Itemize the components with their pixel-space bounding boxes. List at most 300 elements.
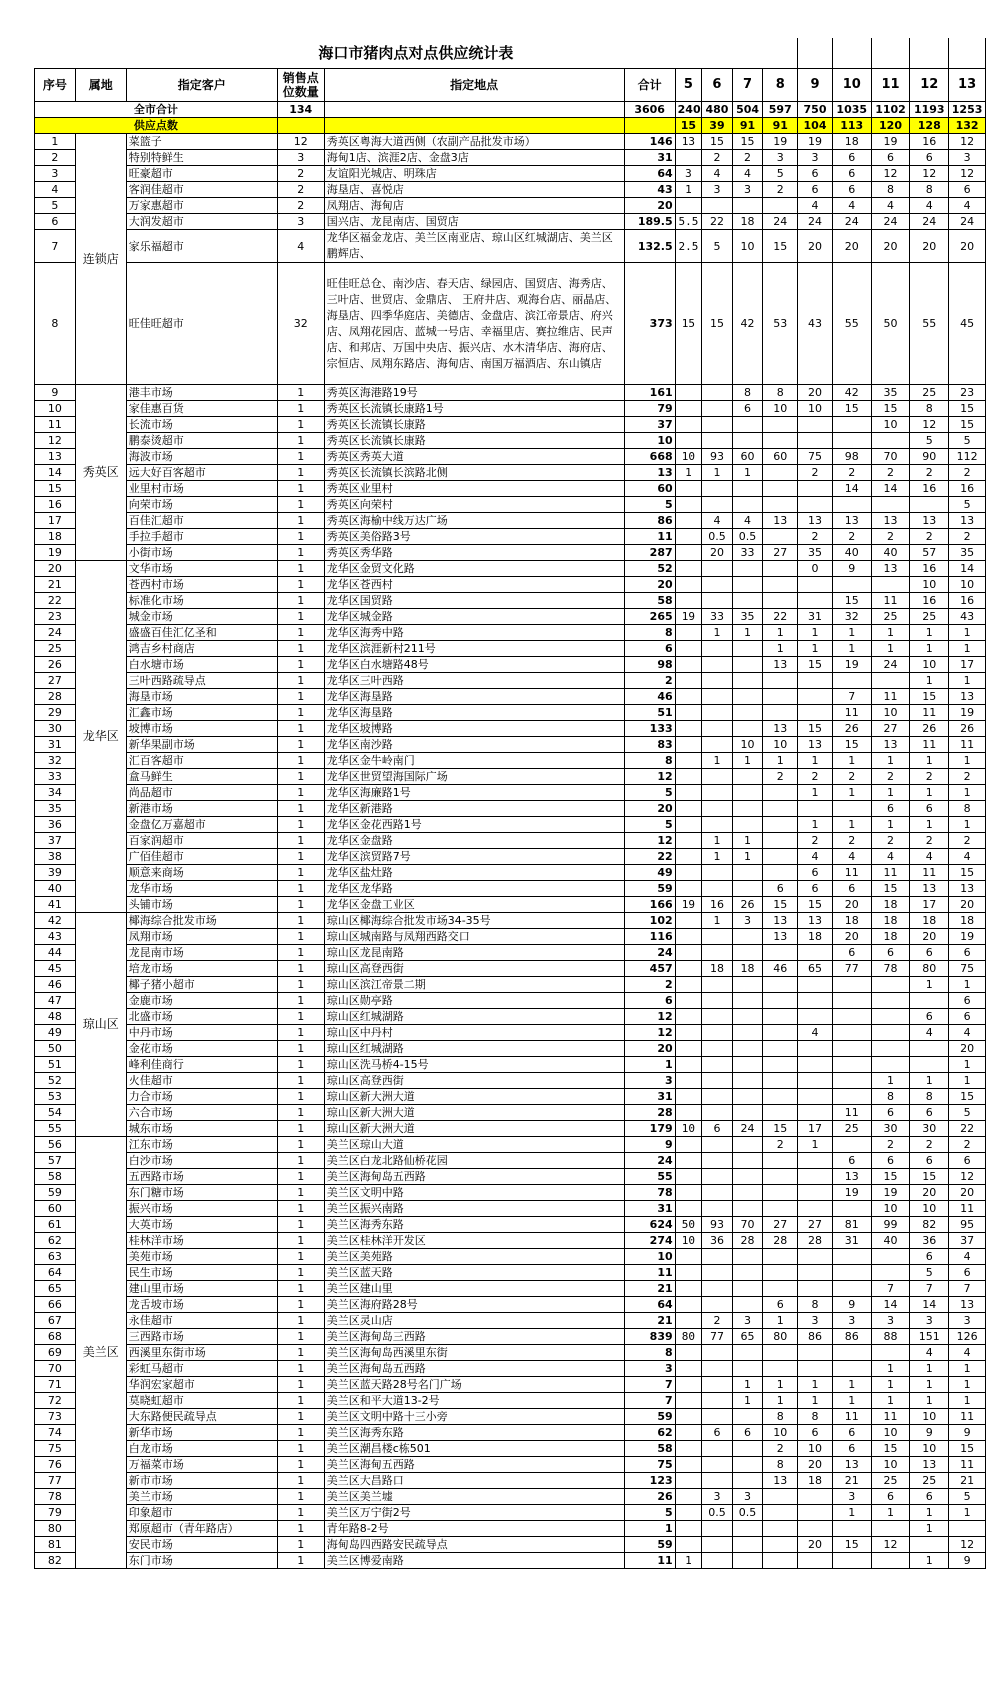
point-count: 1: [277, 961, 324, 977]
location-cell: 琼山区龙昆南路: [324, 945, 624, 961]
month-value: 1: [949, 1505, 986, 1521]
row-total: 24: [624, 945, 675, 961]
month-value: 43: [798, 263, 833, 385]
client-name: 百佳汇超市: [126, 513, 277, 529]
month-value: 15: [871, 1169, 910, 1185]
month-value: [675, 1345, 702, 1361]
month-value: [675, 705, 702, 721]
month-value: 53: [763, 263, 798, 385]
month-value: 112: [949, 449, 986, 465]
month-value: [732, 1473, 763, 1489]
month-value: 10: [871, 1457, 910, 1473]
supply-month: 113: [832, 118, 871, 134]
month-value: 1: [832, 1505, 871, 1521]
month-value: 12: [910, 417, 949, 433]
month-value: 13: [949, 689, 986, 705]
month-value: [702, 769, 733, 785]
month-value: [675, 401, 702, 417]
month-value: [763, 1521, 798, 1537]
month-value: [763, 1281, 798, 1297]
month-value: [702, 705, 733, 721]
month-value: [832, 1553, 871, 1569]
month-value: [702, 401, 733, 417]
month-value: 20: [798, 1457, 833, 1473]
point-count: 32: [277, 263, 324, 385]
month-value: 13: [910, 1457, 949, 1473]
table-row: [35, 657, 986, 673]
point-count: 3: [277, 214, 324, 230]
month-value: [675, 385, 702, 401]
month-value: 6: [702, 1425, 733, 1441]
row-number: 37: [35, 833, 76, 849]
month-value: 1: [949, 1393, 986, 1409]
location-cell: 美兰区海甸五西路: [324, 1457, 624, 1473]
point-count: 1: [277, 1345, 324, 1361]
month-value: 2: [832, 833, 871, 849]
month-value: [702, 198, 733, 214]
month-value: 1: [910, 785, 949, 801]
month-value: 10: [763, 401, 798, 417]
point-count: 1: [277, 401, 324, 417]
row-number: 62: [35, 1233, 76, 1249]
row-total: 146: [624, 134, 675, 150]
month-value: 3: [763, 150, 798, 166]
location-cell: 龙华区金盘工业区: [324, 897, 624, 913]
month-value: [675, 433, 702, 449]
point-count: 1: [277, 1553, 324, 1569]
month-value: [732, 689, 763, 705]
month-value: 10: [732, 230, 763, 263]
point-count: 1: [277, 705, 324, 721]
month-value: [832, 1041, 871, 1057]
row-number: 64: [35, 1265, 76, 1281]
table-row: [35, 993, 986, 1009]
month-value: 16: [910, 561, 949, 577]
row-number: 63: [35, 1249, 76, 1265]
month-value: [763, 801, 798, 817]
month-value: 13: [871, 737, 910, 753]
month-value: [702, 1265, 733, 1281]
row-number: 14: [35, 465, 76, 481]
month-value: 25: [910, 1473, 949, 1489]
location-cell: 龙华区龙华路: [324, 881, 624, 897]
month-value: [732, 577, 763, 593]
client-name: 旺豪超市: [126, 166, 277, 182]
table-row: [35, 1345, 986, 1361]
point-count: 1: [277, 1057, 324, 1073]
client-name: 新港市场: [126, 801, 277, 817]
location-cell: 国兴店、龙昆南店、国贸店: [324, 214, 624, 230]
month-value: [832, 1265, 871, 1281]
month-value: [702, 1105, 733, 1121]
month-value: 6: [832, 166, 871, 182]
table-row: [35, 263, 986, 385]
month-value: 15: [763, 897, 798, 913]
row-total: 8: [624, 753, 675, 769]
header-month: 13: [949, 69, 986, 102]
table-row: [35, 1089, 986, 1105]
month-value: 11: [832, 705, 871, 721]
month-value: 6: [871, 945, 910, 961]
month-value: 13: [949, 513, 986, 529]
month-value: 1: [949, 977, 986, 993]
month-value: 0.5: [732, 1505, 763, 1521]
month-value: 13: [763, 929, 798, 945]
month-value: [798, 977, 833, 993]
location-cell: 秀英区业里村: [324, 481, 624, 497]
month-value: [732, 1265, 763, 1281]
month-value: [798, 945, 833, 961]
summary-month: 504: [732, 102, 763, 118]
point-count: 1: [277, 1217, 324, 1233]
month-value: 3: [949, 1313, 986, 1329]
location-cell: 美兰区白龙北路仙桥花园: [324, 1153, 624, 1169]
month-value: 15: [871, 881, 910, 897]
month-value: [675, 1153, 702, 1169]
month-value: [763, 865, 798, 881]
month-value: [732, 1153, 763, 1169]
month-value: 1: [798, 817, 833, 833]
month-value: [675, 1425, 702, 1441]
table-row: [35, 673, 986, 689]
client-name: 安民市场: [126, 1537, 277, 1553]
month-value: 1: [763, 1393, 798, 1409]
month-value: 11: [871, 593, 910, 609]
point-count: 1: [277, 865, 324, 881]
month-value: 4: [949, 1249, 986, 1265]
month-value: 11: [949, 1457, 986, 1473]
location-cell: 海甸岛四西路安民疏导点: [324, 1537, 624, 1553]
location-cell: 美兰区和平大道13-2号: [324, 1393, 624, 1409]
row-number: 3: [35, 166, 76, 182]
month-value: [832, 577, 871, 593]
month-value: 15: [798, 721, 833, 737]
client-name: 向荣市场: [126, 497, 277, 513]
month-value: 35: [732, 609, 763, 625]
month-value: [798, 433, 833, 449]
month-value: [832, 801, 871, 817]
month-value: [702, 1537, 733, 1553]
month-value: [871, 673, 910, 689]
month-value: [763, 673, 798, 689]
month-value: 25: [871, 609, 910, 625]
month-value: 5.5: [675, 214, 702, 230]
header-client: 指定客户: [126, 69, 277, 102]
location-cell: 琼山区新大洲大道: [324, 1089, 624, 1105]
month-value: 27: [763, 545, 798, 561]
month-value: [832, 1361, 871, 1377]
location-cell: 龙华区金牛岭南门: [324, 753, 624, 769]
month-value: [732, 977, 763, 993]
row-total: 12: [624, 833, 675, 849]
month-value: [798, 1521, 833, 1537]
table-row: [35, 1489, 986, 1505]
table-row: [35, 577, 986, 593]
month-value: 6: [732, 401, 763, 417]
month-value: [910, 993, 949, 1009]
month-value: 15: [702, 134, 733, 150]
row-number: 77: [35, 1473, 76, 1489]
row-total: 7: [624, 1393, 675, 1409]
table-row: [35, 1537, 986, 1553]
month-value: [798, 1249, 833, 1265]
point-count: 1: [277, 785, 324, 801]
row-total: 55: [624, 1169, 675, 1185]
table-row: [35, 1137, 986, 1153]
month-value: 20: [949, 1041, 986, 1057]
month-value: 25: [910, 385, 949, 401]
month-value: 24: [910, 214, 949, 230]
row-total: 6: [624, 641, 675, 657]
point-count: 2: [277, 166, 324, 182]
month-value: [732, 1361, 763, 1377]
month-value: 6: [949, 1153, 986, 1169]
table-row: [35, 609, 986, 625]
month-value: 9: [832, 1297, 871, 1313]
row-number: 27: [35, 673, 76, 689]
month-value: [798, 1489, 833, 1505]
month-value: 12: [949, 134, 986, 150]
month-value: 1: [732, 1393, 763, 1409]
month-value: 24: [871, 657, 910, 673]
location-cell: 友谊阳光城店、明珠店: [324, 166, 624, 182]
month-value: [732, 865, 763, 881]
point-count: 1: [277, 1201, 324, 1217]
month-value: 3: [949, 150, 986, 166]
table-row: [35, 1057, 986, 1073]
location-cell: 美兰区蓝天路: [324, 1265, 624, 1281]
row-total: 37: [624, 417, 675, 433]
row-total: 26: [624, 1489, 675, 1505]
location-cell: 琼山区中丹村: [324, 1025, 624, 1041]
row-total: 116: [624, 929, 675, 945]
month-value: 20: [798, 230, 833, 263]
month-value: 19: [763, 134, 798, 150]
month-value: 6: [949, 945, 986, 961]
row-total: 59: [624, 1537, 675, 1553]
row-number: 5: [35, 198, 76, 214]
month-value: [702, 721, 733, 737]
month-value: [702, 737, 733, 753]
row-total: 28: [624, 1105, 675, 1121]
client-name: 大英市场: [126, 1217, 277, 1233]
row-number: 61: [35, 1217, 76, 1233]
month-value: 22: [702, 214, 733, 230]
month-value: [763, 1505, 798, 1521]
month-value: 20: [798, 385, 833, 401]
month-value: 1: [910, 1393, 949, 1409]
month-value: [871, 1057, 910, 1073]
summary-month: 750: [798, 102, 833, 118]
month-value: 6: [798, 881, 833, 897]
table-row: [35, 529, 986, 545]
point-count: 1: [277, 1121, 324, 1137]
month-value: 6: [910, 945, 949, 961]
row-total: 46: [624, 689, 675, 705]
month-value: [763, 577, 798, 593]
summary-total: 3606: [624, 102, 675, 118]
month-value: 35: [949, 545, 986, 561]
table-row: [35, 1041, 986, 1057]
month-value: 13: [763, 513, 798, 529]
month-value: 33: [732, 545, 763, 561]
header-no: 序号: [35, 69, 76, 102]
row-total: 58: [624, 593, 675, 609]
location-cell: 秀英区长流镇长康路: [324, 433, 624, 449]
location-cell: 秀英区海榆中线万达广场: [324, 513, 624, 529]
row-total: 20: [624, 577, 675, 593]
point-count: 1: [277, 977, 324, 993]
row-number: 11: [35, 417, 76, 433]
month-value: 17: [798, 1121, 833, 1137]
point-count: 1: [277, 385, 324, 401]
month-value: 2: [763, 769, 798, 785]
summary-count: 134: [277, 102, 324, 118]
month-value: 1: [702, 849, 733, 865]
month-value: [675, 1457, 702, 1473]
row-number: 19: [35, 545, 76, 561]
month-value: 2: [702, 1313, 733, 1329]
month-value: 6: [798, 166, 833, 182]
table-row: [35, 182, 986, 198]
table-row: [35, 481, 986, 497]
client-name: 旺佳旺超市: [126, 263, 277, 385]
month-value: 2: [832, 465, 871, 481]
location-cell: 龙华区世贸望海国际广场: [324, 769, 624, 785]
month-value: 25: [871, 1473, 910, 1489]
summary-month: 597: [763, 102, 798, 118]
month-value: [675, 945, 702, 961]
month-value: 5: [763, 166, 798, 182]
month-value: [702, 561, 733, 577]
row-total: 64: [624, 1297, 675, 1313]
month-value: 15: [763, 230, 798, 263]
client-name: 东门糖市场: [126, 1185, 277, 1201]
table-row: [35, 1217, 986, 1233]
month-value: 13: [832, 1457, 871, 1473]
row-number: 71: [35, 1377, 76, 1393]
point-count: 1: [277, 1281, 324, 1297]
month-value: 1: [798, 1393, 833, 1409]
month-value: 10: [798, 1441, 833, 1457]
month-value: [763, 497, 798, 513]
month-value: [871, 433, 910, 449]
month-value: 15: [949, 417, 986, 433]
month-value: [763, 1201, 798, 1217]
month-value: 2: [763, 1137, 798, 1153]
month-value: [763, 849, 798, 865]
row-total: 8: [624, 1345, 675, 1361]
month-value: 19: [871, 1185, 910, 1201]
month-value: [675, 1409, 702, 1425]
month-value: 10: [798, 401, 833, 417]
row-total: 49: [624, 865, 675, 881]
month-value: [702, 673, 733, 689]
month-value: 8: [732, 385, 763, 401]
month-value: [702, 657, 733, 673]
client-name: 西溪里东街市场: [126, 1345, 277, 1361]
month-value: 15: [949, 401, 986, 417]
month-value: [832, 417, 871, 433]
month-value: 13: [798, 513, 833, 529]
month-value: 1: [763, 641, 798, 657]
month-value: 14: [871, 481, 910, 497]
month-value: 15: [949, 1089, 986, 1105]
table-row: [35, 1185, 986, 1201]
row-total: 8: [624, 625, 675, 641]
point-count: 1: [277, 1041, 324, 1057]
month-value: 15: [832, 1537, 871, 1553]
month-value: 20: [798, 1537, 833, 1553]
month-value: 10: [871, 1201, 910, 1217]
month-value: [732, 497, 763, 513]
month-value: [675, 545, 702, 561]
month-value: 35: [871, 385, 910, 401]
row-total: 3: [624, 1361, 675, 1377]
month-value: 2: [832, 769, 871, 785]
header-month: 11: [871, 69, 910, 102]
table-row: [35, 897, 986, 913]
point-count: 1: [277, 817, 324, 833]
month-value: [702, 1457, 733, 1473]
month-value: 24: [832, 214, 871, 230]
month-value: [763, 1345, 798, 1361]
table-row: [35, 1473, 986, 1489]
month-value: 1: [732, 849, 763, 865]
month-value: 10: [732, 737, 763, 753]
month-value: 16: [910, 134, 949, 150]
month-value: 6: [832, 945, 871, 961]
row-total: 274: [624, 1233, 675, 1249]
row-number: 72: [35, 1393, 76, 1409]
month-value: 18: [832, 134, 871, 150]
point-count: 1: [277, 625, 324, 641]
location-cell: 龙华区坡博路: [324, 721, 624, 737]
month-value: [675, 929, 702, 945]
month-value: 24: [871, 214, 910, 230]
month-value: 10: [949, 577, 986, 593]
row-number: 22: [35, 593, 76, 609]
month-value: [675, 1057, 702, 1073]
client-name: 海波市场: [126, 449, 277, 465]
month-value: 9: [832, 561, 871, 577]
point-count: 1: [277, 1473, 324, 1489]
month-value: [702, 497, 733, 513]
month-value: 1: [949, 641, 986, 657]
month-value: [732, 641, 763, 657]
month-value: 36: [702, 1233, 733, 1249]
month-value: [702, 1393, 733, 1409]
point-count: 1: [277, 737, 324, 753]
table-row: [35, 513, 986, 529]
row-total: 62: [624, 1425, 675, 1441]
month-value: [763, 817, 798, 833]
month-value: 4: [832, 849, 871, 865]
table-row: [35, 945, 986, 961]
location-cell: 美兰区文明中路: [324, 1185, 624, 1201]
table-row: [35, 214, 986, 230]
month-value: 1: [871, 785, 910, 801]
month-value: [798, 1105, 833, 1121]
month-value: [675, 689, 702, 705]
month-value: [675, 1313, 702, 1329]
month-value: 126: [949, 1329, 986, 1345]
month-value: 13: [910, 881, 949, 897]
row-number: 81: [35, 1537, 76, 1553]
row-number: 42: [35, 913, 76, 929]
month-value: 6: [949, 1009, 986, 1025]
month-value: 6: [949, 182, 986, 198]
